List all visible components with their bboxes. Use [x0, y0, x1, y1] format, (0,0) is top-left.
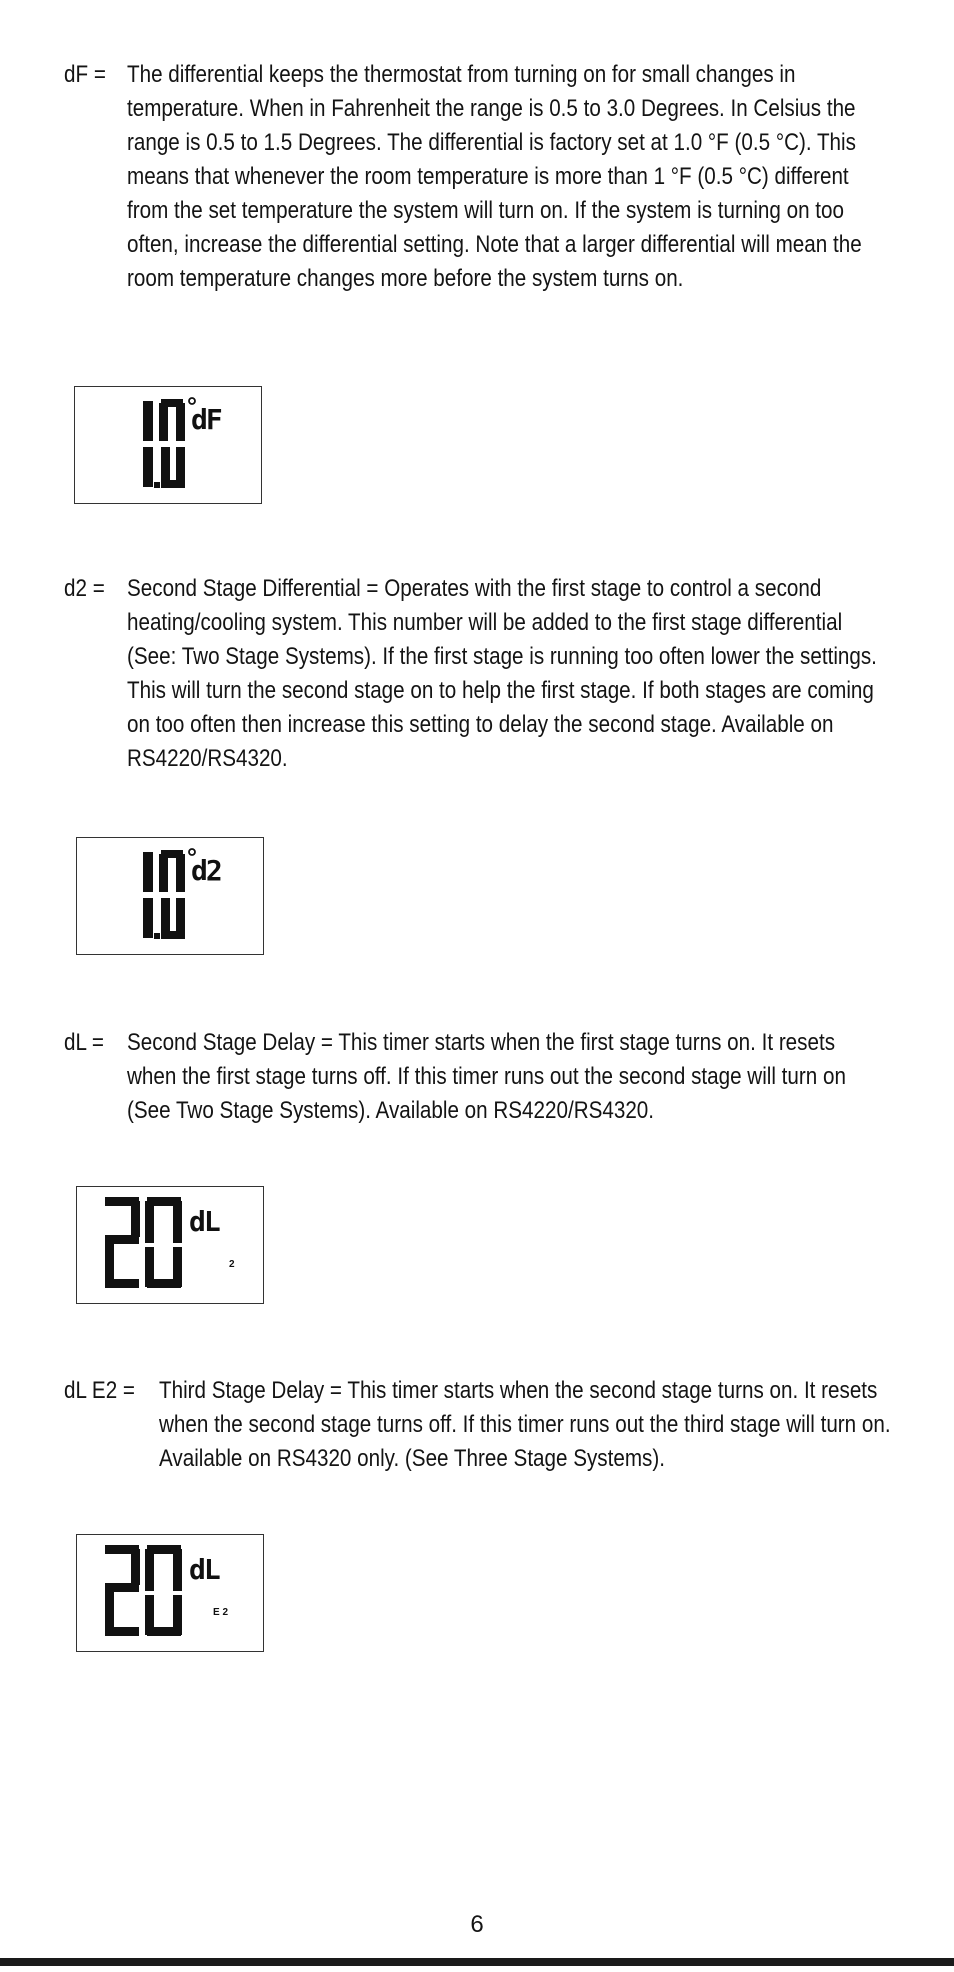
lcd-digits [77, 1187, 265, 1305]
entry-description: The differential keeps the thermostat from turning on for small changes in temperature. When in Fahrenheit the range is 0.5 to 3.0 Degrees. In Celsius the range is 0.5 to 1.5 Degrees. The differential is factory set at 1.0 °F (0.5 °C). This means that whenever the room temperature is more than 1 °F (0.5 °C) different from the set temperature the system will turn on. If the system is turning on too often, increase the differential setting. Note that a larger differential will mean the room temperature changes more before the system turns on. [127, 61, 862, 292]
entry-description: Third Stage Delay = This timer starts when the second stage turns on. It resets when the second stage turns off. If this timer runs out the third stage will turn on. Available on RS4320 only. (See Three Stage Systems). [159, 1377, 891, 1472]
lcd-digits [77, 1535, 265, 1653]
entry-term: d2 = [64, 575, 105, 602]
lcd-code: dF [191, 403, 221, 436]
lcd-code: d2 [191, 854, 221, 887]
entry-description: Second Stage Differential = Operates with the first stage to control a second heating/cooling system. This number will be added to the first stage differential (See: Two Stage Systems). If the first stage is running too often lower the settings. This will turn the second stage on to help the first stage. If both stages are coming on too often then increase this setting to delay the second stage. Available on RS4220/RS4320. [127, 575, 877, 772]
lcd-display-d2 [76, 837, 264, 955]
lcd-digits [75, 387, 263, 505]
lcd-code: dL [189, 1553, 219, 1586]
entry-term: dL E2 = [64, 1377, 135, 1404]
page-number: 6 [470, 1911, 484, 1938]
lcd-sub: 2 [229, 1259, 235, 1270]
entry-description: Second Stage Delay = This timer starts when the first stage turns on. It resets when the first stage turns off. If this timer runs out the second stage will turn on (See Two Stage Systems). Available on RS4220/RS4320. [127, 1029, 846, 1124]
lcd-display-df [74, 386, 262, 504]
entry-term: dL = [64, 1029, 104, 1056]
lcd-digits [77, 838, 265, 956]
footer-rule [0, 1958, 954, 1966]
lcd-display-dl [76, 1186, 264, 1304]
lcd-sub: E 2 [213, 1607, 229, 1618]
lcd-display-dl-e2 [76, 1534, 264, 1652]
lcd-code: dL [189, 1205, 219, 1238]
entry-term: dF = [64, 61, 106, 88]
